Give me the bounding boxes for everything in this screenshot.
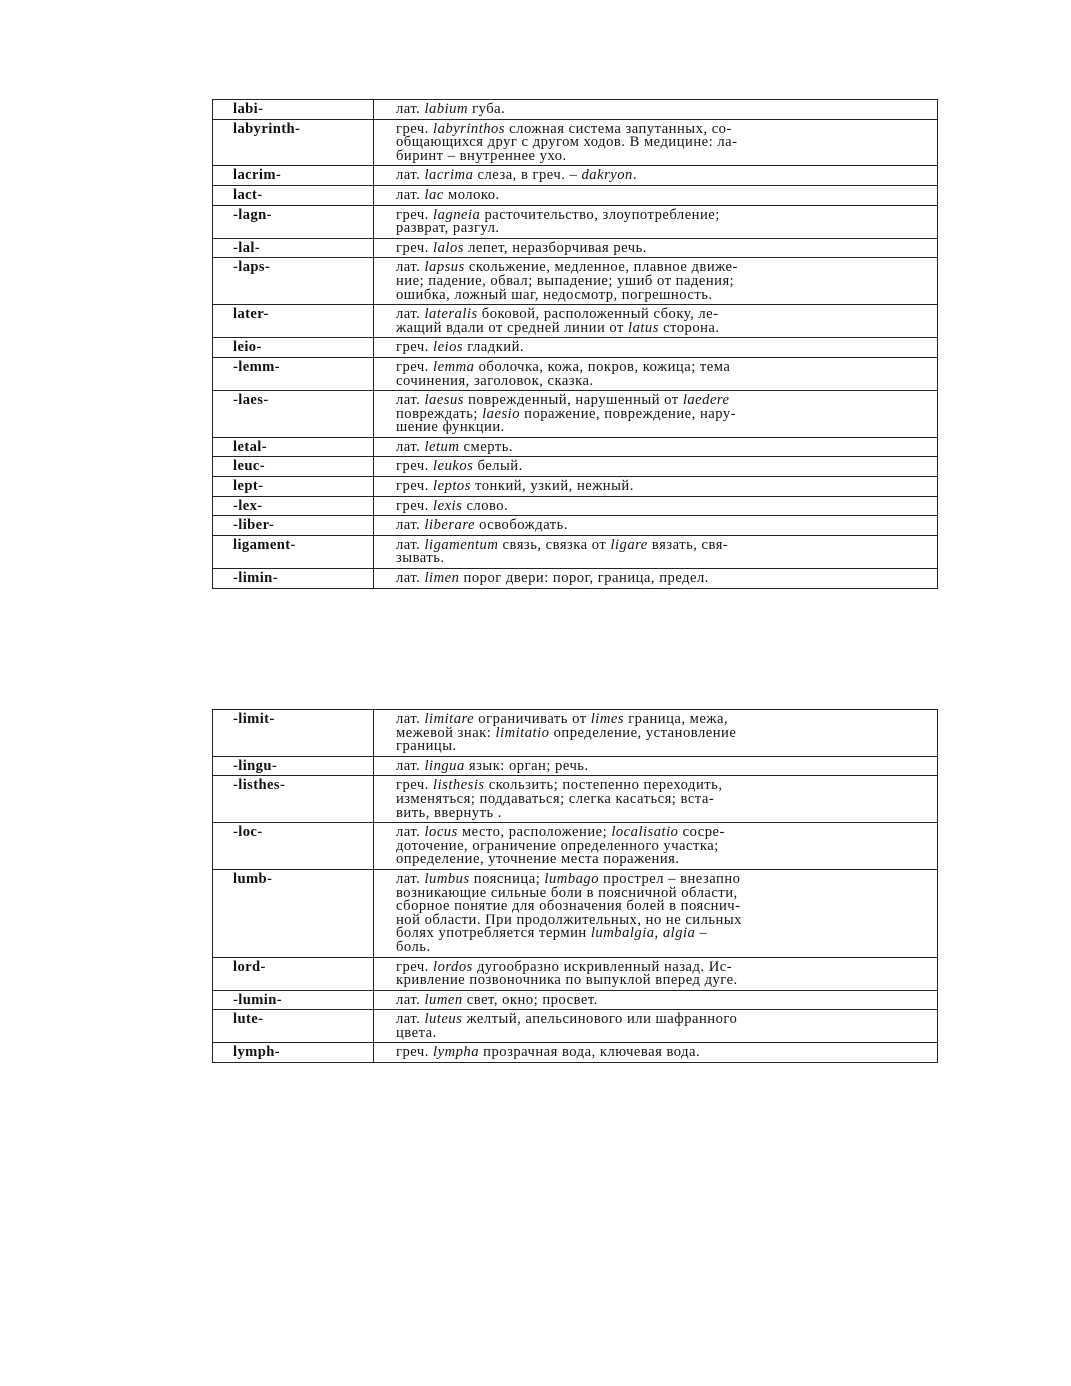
latin-term: latus <box>628 319 659 336</box>
table-row <box>213 516 938 536</box>
term-cell: -lex- <box>213 496 374 516</box>
table-row <box>213 710 938 757</box>
latin-term: lapsus <box>424 259 465 276</box>
term-cell: -laes- <box>213 391 374 438</box>
definition-cell <box>374 957 938 990</box>
term-cell: -liber- <box>213 516 374 536</box>
definition-text: лат. <box>396 711 425 727</box>
definition-text: вить, ввернуть . <box>396 804 502 821</box>
definition-text: сборное понятие для обозначения болей в пояснич- <box>396 898 741 915</box>
definition-text: губа. <box>468 101 506 117</box>
table-row <box>213 869 938 957</box>
definition-text: оболочка, кожа, покров, кожица; тема <box>474 358 731 375</box>
term-cell: labi- <box>213 100 374 120</box>
definition-text: межевой знак: <box>396 724 496 741</box>
definition-cell <box>374 258 938 305</box>
table-row <box>213 305 938 338</box>
glossary-table-2 <box>212 709 938 1063</box>
definition-text: тонкий, узкий, нежный. <box>470 478 634 495</box>
table-row <box>213 496 938 516</box>
term-cell: lept- <box>213 477 374 497</box>
definition-text: определение, установление <box>549 724 737 741</box>
term-cell: -limin- <box>213 569 374 589</box>
term-cell: ligament- <box>213 535 374 568</box>
definition-text: цвета. <box>396 1024 437 1041</box>
definition-cell <box>374 496 938 516</box>
latin-term: lumen <box>424 991 463 1008</box>
definition-text: прозрачная вода, ключевая вода. <box>479 1044 701 1061</box>
definition-text: лепет, неразборчивая речь. <box>463 239 647 256</box>
definition-text: связь, связка от <box>498 536 611 553</box>
latin-term: locus <box>424 824 458 841</box>
term-cell: lute- <box>213 1010 374 1043</box>
definition-text: скользить; постепенно переходить, <box>484 777 723 794</box>
definition-text: лат. <box>396 870 425 887</box>
term-cell: lord- <box>213 957 374 990</box>
term-cell: later- <box>213 305 374 338</box>
definition-cell <box>374 205 938 238</box>
table-row <box>213 756 938 776</box>
latin-term: lumbus <box>424 870 470 887</box>
definition-cell <box>374 1010 938 1043</box>
definition-text: лат. <box>396 1011 425 1028</box>
definition-cell <box>374 1043 938 1063</box>
latin-term: luteus <box>424 1011 463 1028</box>
latin-term: ligamentum <box>424 536 499 553</box>
definition-text: болях употребляется термин <box>396 925 591 942</box>
definition-cell <box>374 776 938 823</box>
definition-text: разврат, разгул. <box>396 220 500 237</box>
latin-term: laesus <box>424 392 464 409</box>
latin-term: lumbalgia, algia <box>590 925 696 942</box>
definition-text: освобождать. <box>474 517 568 534</box>
definition-cell <box>374 457 938 477</box>
definition-cell <box>374 535 938 568</box>
definition-text: лат. <box>396 757 425 774</box>
definition-cell <box>374 185 938 205</box>
term-cell: letal- <box>213 437 374 457</box>
term-cell: -lagn- <box>213 205 374 238</box>
definition-text: возникающие сильные боли в поясничной области, <box>396 884 738 901</box>
definition-text: лат. <box>396 186 425 203</box>
definition-text: сочинения, заголовок, сказка. <box>396 372 594 389</box>
definition-text: греч. <box>396 339 434 356</box>
definition-text: вязать, свя- <box>647 536 729 553</box>
definition-text: ошибка, ложный шаг, недосмотр, погрешность. <box>396 286 713 303</box>
table-row <box>213 205 938 238</box>
term-cell: labyrinth- <box>213 119 374 166</box>
definition-text: гладкий. <box>463 339 525 356</box>
definition-text: изменяться; поддаваться; слегка касаться; вста- <box>396 790 715 807</box>
latin-term: limen <box>424 570 460 587</box>
definition-cell <box>374 477 938 497</box>
term-cell: -lumin- <box>213 990 374 1010</box>
definition-text: дугообразно искривленный назад. Ис- <box>472 958 733 975</box>
latin-term: liberare <box>424 517 475 534</box>
latin-term: dakryon <box>581 167 633 184</box>
term-cell: leuc- <box>213 457 374 477</box>
latin-term: lexis <box>433 497 463 514</box>
definition-text: . <box>632 167 637 184</box>
definition-text: молоко. <box>443 186 500 203</box>
definition-text: лат. <box>396 570 425 587</box>
latin-term: ligare <box>610 536 648 553</box>
definition-cell <box>374 100 938 120</box>
definition-text: лат. <box>396 517 425 534</box>
latin-term: lingua <box>424 757 465 774</box>
latin-term: labyrinthos <box>433 120 506 137</box>
definition-text: лат. <box>396 167 425 184</box>
table-row <box>213 776 938 823</box>
definition-text: греч. <box>396 497 434 514</box>
term-cell: lacrim- <box>213 166 374 186</box>
definition-text: место, расположение; <box>457 824 612 841</box>
definition-text: боковой, расположенный сбоку, ле- <box>477 306 719 323</box>
definition-text: слово. <box>462 497 509 514</box>
term-cell: lumb- <box>213 869 374 957</box>
latin-term: lagneia <box>433 206 481 223</box>
definition-text: лат. <box>396 536 425 553</box>
definition-cell <box>374 823 938 870</box>
latin-term: lacrima <box>424 167 474 184</box>
definition-text: белый. <box>473 458 523 475</box>
definition-text: греч. <box>396 458 434 475</box>
table-row <box>213 957 938 990</box>
definition-text: поражение, повреждение, нару- <box>520 405 736 422</box>
table-row <box>213 477 938 497</box>
latin-term: lac <box>424 186 444 203</box>
definition-cell <box>374 869 938 957</box>
definition-cell <box>374 437 938 457</box>
table-row <box>213 238 938 258</box>
term-cell: -lemm- <box>213 357 374 390</box>
definition-text: ние; падение, обвал; выпадение; ушиб от падения; <box>396 272 735 289</box>
definition-cell <box>374 119 938 166</box>
table-row <box>213 391 938 438</box>
table-row <box>213 166 938 186</box>
definition-text: лат. <box>396 392 425 409</box>
definition-cell <box>374 166 938 186</box>
definition-text: доточение, ограничение определенного участка; <box>396 837 719 854</box>
definition-text: зывать. <box>396 550 445 567</box>
definition-cell <box>374 238 938 258</box>
latin-term: lympha <box>433 1044 480 1061</box>
definition-text: греч. <box>396 1044 434 1061</box>
definition-text: свет, окно; просвет. <box>462 991 598 1008</box>
term-cell: leio- <box>213 338 374 358</box>
definition-cell <box>374 710 938 757</box>
latin-term: labium <box>424 101 469 117</box>
definition-text: поврежденный, нарушенный от <box>463 392 683 409</box>
definition-text: лат. <box>396 101 425 117</box>
table-row <box>213 457 938 477</box>
table-row <box>213 823 938 870</box>
definition-cell <box>374 756 938 776</box>
definition-text: расточительство, злоупотребление; <box>480 206 720 223</box>
definition-text: ограничивать от <box>474 711 591 727</box>
table-row <box>213 569 938 589</box>
latin-term: laesio <box>482 405 520 422</box>
term-cell: -laps- <box>213 258 374 305</box>
definition-text: прострел – внезапно <box>599 870 741 887</box>
definition-text: греч. <box>396 478 434 495</box>
definition-cell <box>374 569 938 589</box>
definition-text: лат. <box>396 991 425 1008</box>
latin-term: lateralis <box>424 306 478 323</box>
definition-text: повреждать; <box>396 405 483 422</box>
definition-text: смерть. <box>459 438 514 455</box>
term-cell: lact- <box>213 185 374 205</box>
term-cell: lymph- <box>213 1043 374 1063</box>
table-row <box>213 1043 938 1063</box>
table-row <box>213 437 938 457</box>
definition-cell <box>374 357 938 390</box>
definition-text: сосре- <box>678 824 725 841</box>
definition-text: ной области. При продолжительных, но не сильных <box>396 911 742 928</box>
latin-term: lemma <box>433 358 475 375</box>
table-row <box>213 990 938 1010</box>
definition-text: боль. <box>396 938 431 955</box>
table-row <box>213 119 938 166</box>
definition-text: лат. <box>396 259 425 276</box>
definition-text: греч. <box>396 777 434 794</box>
definition-cell <box>374 391 938 438</box>
definition-text: скольжение, медленное, плавное движе- <box>464 259 738 276</box>
definition-text: общающихся друг с другом ходов. В медицине: ла- <box>396 134 738 151</box>
table-row <box>213 1010 938 1043</box>
term-cell: -listhes- <box>213 776 374 823</box>
definition-text: лат. <box>396 824 425 841</box>
latin-term: leukos <box>433 458 474 475</box>
latin-term: localisatio <box>611 824 679 841</box>
definition-text: определение, уточнение места поражения. <box>396 851 680 868</box>
latin-term: limitatio <box>495 724 550 741</box>
definition-text: границы. <box>396 738 457 755</box>
definition-text: сторона. <box>658 319 720 336</box>
definition-cell <box>374 516 938 536</box>
definition-text: жащий вдали от средней линии от <box>396 319 629 336</box>
term-cell: -lingu- <box>213 756 374 776</box>
definition-text: – <box>695 925 708 942</box>
table-row <box>213 100 938 120</box>
definition-text: греч. <box>396 239 434 256</box>
glossary-table-1 <box>212 99 938 589</box>
term-cell: -limit- <box>213 710 374 757</box>
term-cell: -loc- <box>213 823 374 870</box>
latin-term: leptos <box>433 478 471 495</box>
definition-text: поясница; <box>469 870 545 887</box>
latin-term: lumbago <box>544 870 599 887</box>
definition-text: желтый, апельсинового или шафранного <box>462 1011 738 1028</box>
table-row <box>213 185 938 205</box>
latin-term: limes <box>590 711 625 727</box>
definition-text: греч. <box>396 958 434 975</box>
definition-text: сложная система запутанных, со- <box>505 120 732 137</box>
definition-text: греч. <box>396 120 434 137</box>
definition-text: лат. <box>396 306 425 323</box>
table-row <box>213 258 938 305</box>
latin-term: letum <box>424 438 460 455</box>
term-cell: -lal- <box>213 238 374 258</box>
definition-text: греч. <box>396 358 434 375</box>
definition-text: граница, межа, <box>624 711 729 727</box>
definition-text: греч. <box>396 206 434 223</box>
latin-term: limitare <box>424 711 475 727</box>
latin-term: leios <box>433 339 464 356</box>
latin-term: lalos <box>433 239 464 256</box>
definition-cell <box>374 990 938 1010</box>
definition-text: шение функции. <box>396 419 505 436</box>
table-row <box>213 535 938 568</box>
table-row <box>213 338 938 358</box>
definition-cell <box>374 338 938 358</box>
definition-text: язык: орган; речь. <box>464 757 589 774</box>
latin-term: laedere <box>682 392 730 409</box>
table-row <box>213 357 938 390</box>
definition-cell <box>374 305 938 338</box>
latin-term: listhesis <box>433 777 485 794</box>
definition-text: кривление позвоночника по выпуклой вперед дуге. <box>396 972 738 989</box>
definition-text: порог двери: порог, граница, предел. <box>459 570 709 587</box>
definition-text: лат. <box>396 438 425 455</box>
definition-text: биринт – внутреннее ухо. <box>396 147 567 164</box>
definition-text: слеза, в греч. – <box>473 167 582 184</box>
latin-term: lordos <box>433 958 473 975</box>
